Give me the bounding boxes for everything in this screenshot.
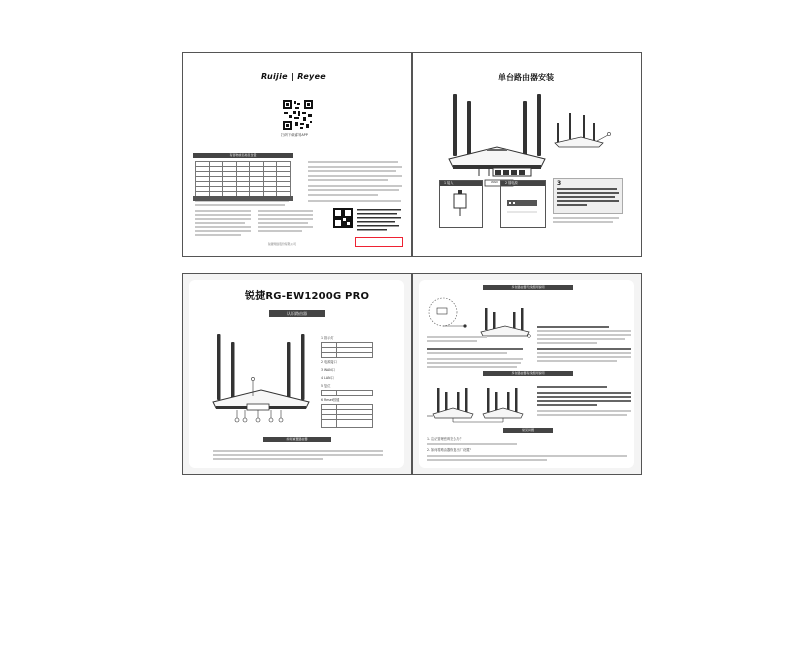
- legend-item-1: 1 指示灯: [321, 336, 334, 340]
- mesh-wireless-illustration: [425, 294, 535, 342]
- step3-number: 3: [557, 180, 562, 187]
- legend-item-6: 6 Reset按键: [321, 398, 340, 402]
- legend-item-2: 2 电源接口: [321, 360, 337, 364]
- qr-code: [283, 100, 313, 130]
- footer-company: 锐捷网络股份有限公司: [268, 242, 296, 246]
- legend-item-4: 4 LAN口: [321, 376, 334, 380]
- legend-item-3: 3 WAN口: [321, 368, 335, 372]
- section-bar-mesh-wireless: 多台路由器无线组网说明: [483, 285, 573, 290]
- indicator-table: [321, 342, 373, 358]
- wan-label: WAN: [491, 180, 498, 184]
- legend-item-5: 5 复位: [321, 384, 331, 388]
- section-bar-repair: [193, 196, 293, 201]
- faq-answer-2b: [427, 459, 547, 461]
- port-callouts: [233, 402, 293, 424]
- manual-page-multi-router: [412, 273, 642, 475]
- step1-box: [439, 180, 483, 228]
- faq-question-2: 2. 如何将路由器恢复出厂设置？: [427, 448, 473, 452]
- faq-answer-1: [427, 443, 517, 445]
- step3-box: [553, 178, 623, 214]
- router-small-illustration: [553, 109, 613, 159]
- highlight-box: [355, 237, 403, 247]
- section-bar-mesh-wired: 多台路由器有线组网说明: [483, 371, 573, 376]
- faq-answer-2: [427, 455, 627, 457]
- modem-icon: [501, 186, 543, 222]
- section-bar-faq: 常见问题: [503, 428, 553, 433]
- manual-page-back-cover: [182, 52, 412, 257]
- step2-box: [500, 180, 546, 228]
- section-bar-hazard: 有害物质名称及含量: [193, 153, 293, 158]
- reset-table: [321, 404, 373, 428]
- qr-code-small: [333, 208, 403, 234]
- faq-question-1: 1. 忘记管理密码怎么办？: [427, 437, 463, 441]
- manual-page-know-router: [182, 273, 412, 475]
- model-title: 锐捷RG-EW1200G PRO: [245, 291, 370, 302]
- manual-page-single-install: [412, 52, 642, 257]
- text-line: [195, 204, 285, 206]
- qr-caption: 扫码下载睿易APP: [281, 133, 308, 137]
- page-title: 单台路由器安装: [498, 73, 554, 82]
- wan-table: [321, 390, 373, 396]
- hazard-table: [195, 161, 291, 197]
- step1-header: 1 接入: [440, 181, 482, 186]
- step2-header: 2 插电源: [501, 181, 545, 186]
- power-adapter-icon: [440, 186, 480, 222]
- subtitle-bar: 认识路由器: [269, 310, 325, 317]
- reset-section-bar: 如何重置路由器: [263, 437, 331, 442]
- mesh-wired-illustration: [427, 382, 527, 424]
- brand-logo: Ruijie | Reyee: [261, 72, 327, 81]
